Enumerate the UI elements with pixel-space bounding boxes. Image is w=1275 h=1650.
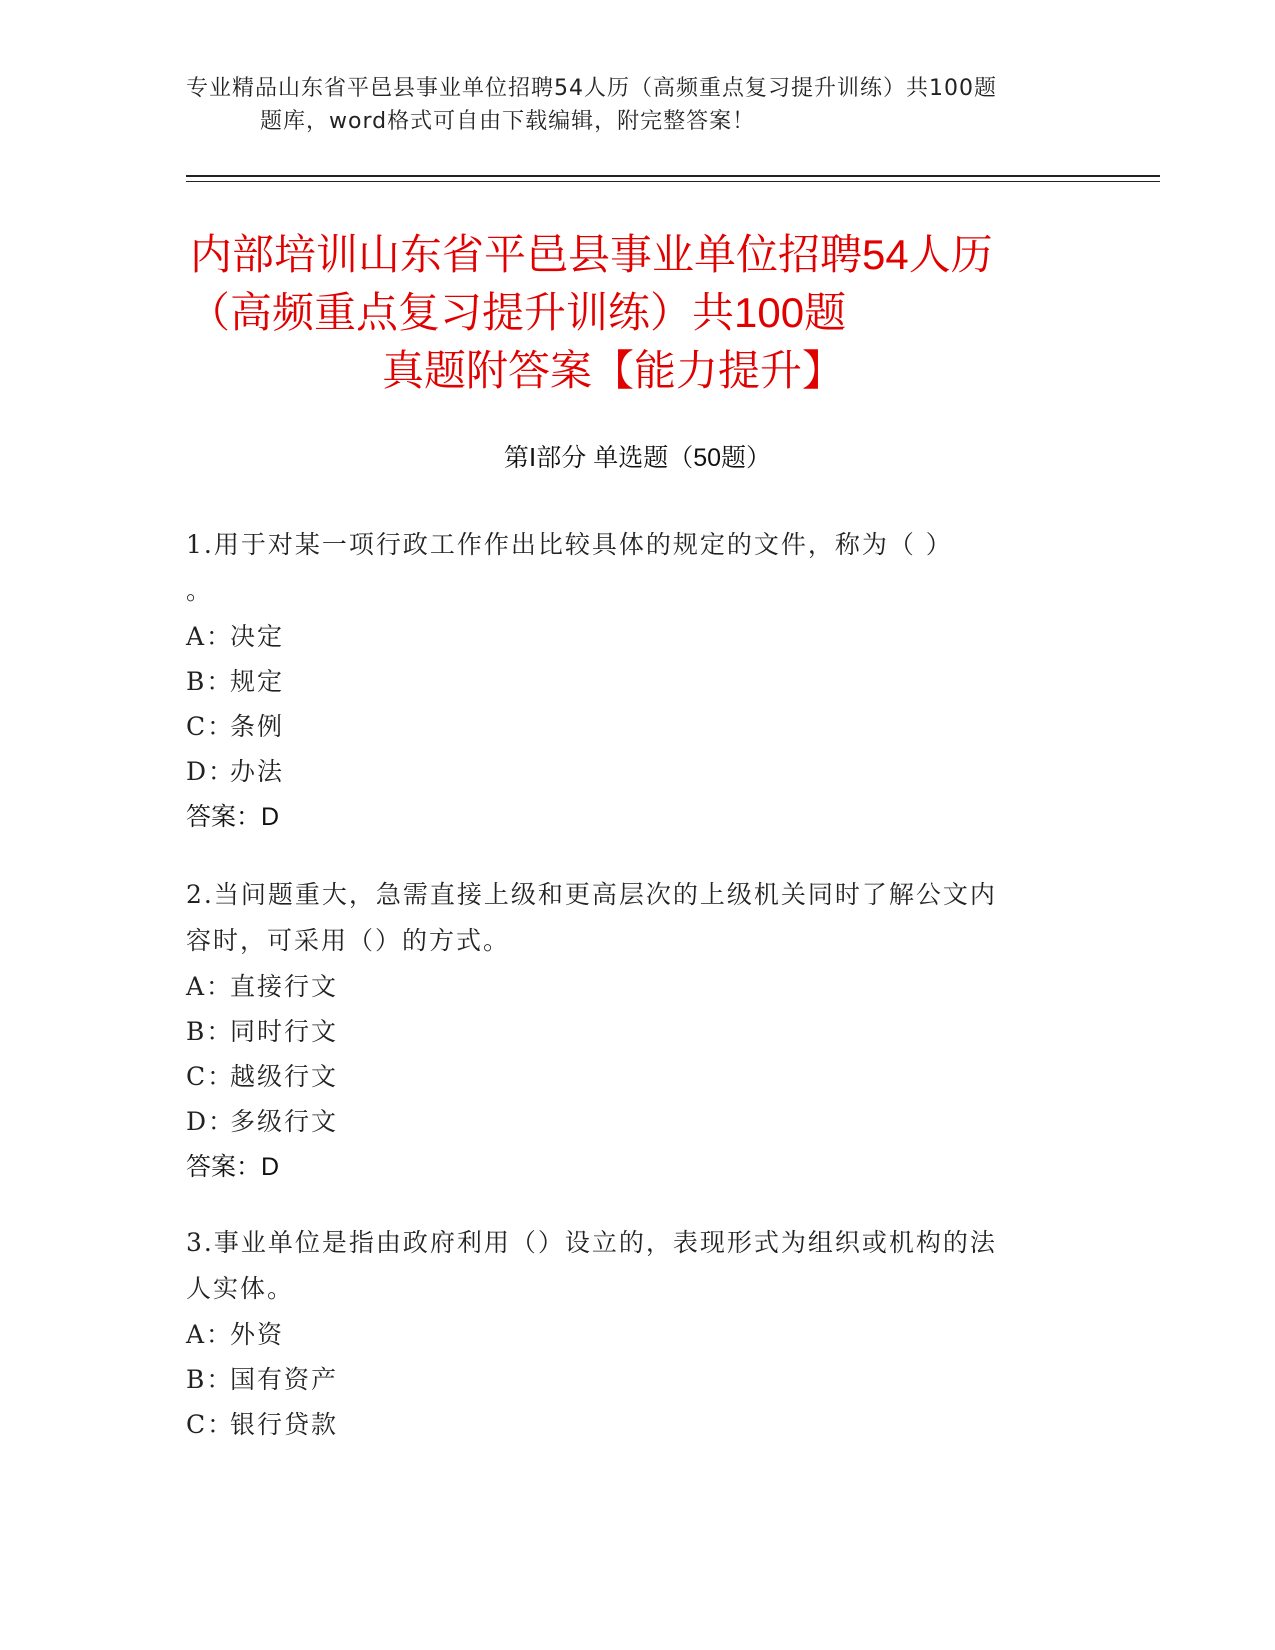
question-stem-line-1: 2.当问题重大，急需直接上级和更高层次的上级机关同时了解公文内 xyxy=(186,880,997,909)
option-text: 规定 xyxy=(230,667,285,696)
answer: 答案：D xyxy=(186,803,280,831)
header-line-2: 题库，word格式可自由下载编辑，附完整答案！ xyxy=(260,109,756,134)
option-text: 同时行文 xyxy=(230,1017,339,1046)
question-stem-line-1: 1.用于对某一项行政工作作出比较具体的规定的文件，称为（ ） xyxy=(186,530,953,559)
title-line-3: 真题附答案【能力提升】 xyxy=(382,347,845,394)
title-line-2: （高频重点复习提升训练）共100题 xyxy=(188,289,847,336)
option-key: B： xyxy=(186,1365,234,1394)
title-line-1: 内部培训山东省平邑县事业单位招聘54人历 xyxy=(190,231,993,278)
option-key: A： xyxy=(186,972,234,1001)
question-stem-line-2: 。 xyxy=(186,576,214,605)
document-title xyxy=(186,226,1126,400)
question-stem-line-1: 3.事业单位是指由政府利用（）设立的，表现形式为组织或机构的法 xyxy=(186,1228,997,1257)
option-text: 办法 xyxy=(230,757,285,786)
option-d xyxy=(186,1099,1046,1144)
header-note xyxy=(186,72,1086,138)
option-text: 多级行文 xyxy=(230,1107,339,1136)
option-key: B： xyxy=(186,667,234,696)
option-text: 越级行文 xyxy=(230,1062,339,1091)
answer: 答案：D xyxy=(186,1153,280,1181)
option-key: D： xyxy=(186,757,236,786)
question-2 xyxy=(186,872,1046,1190)
header-rule-thin xyxy=(186,181,1160,182)
option-key: D： xyxy=(186,1107,236,1136)
option-a xyxy=(186,614,1046,659)
question-1 xyxy=(186,522,1046,840)
header-rule-thick xyxy=(186,175,1160,177)
option-c xyxy=(186,1402,1046,1447)
option-c xyxy=(186,704,1046,749)
question-stem-line-2: 人实体。 xyxy=(186,1274,295,1303)
question-stem-line-2: 容时，可采用（）的方式。 xyxy=(186,926,511,955)
option-b xyxy=(186,1357,1046,1402)
option-text: 条例 xyxy=(230,712,285,741)
option-text: 外资 xyxy=(230,1320,285,1349)
option-c xyxy=(186,1054,1046,1099)
option-key: C： xyxy=(186,712,235,741)
option-a xyxy=(186,964,1046,1009)
option-b xyxy=(186,1009,1046,1054)
option-text: 决定 xyxy=(230,622,285,651)
option-key: C： xyxy=(186,1410,235,1439)
option-text: 直接行文 xyxy=(230,972,339,1001)
option-key: C： xyxy=(186,1062,235,1091)
section-heading: 第Ⅰ部分 单选题（50题） xyxy=(503,444,772,472)
option-text: 国有资产 xyxy=(230,1365,339,1394)
option-d xyxy=(186,749,1046,794)
option-key: B： xyxy=(186,1017,234,1046)
option-text: 银行贷款 xyxy=(230,1410,339,1439)
option-b xyxy=(186,659,1046,704)
question-3 xyxy=(186,1220,1046,1447)
option-key: A： xyxy=(186,1320,234,1349)
header-line-1: 专业精品山东省平邑县事业单位招聘54人历（高频重点复习提升训练）共100题 xyxy=(186,76,997,101)
option-key: A： xyxy=(186,622,234,651)
option-a xyxy=(186,1312,1046,1357)
